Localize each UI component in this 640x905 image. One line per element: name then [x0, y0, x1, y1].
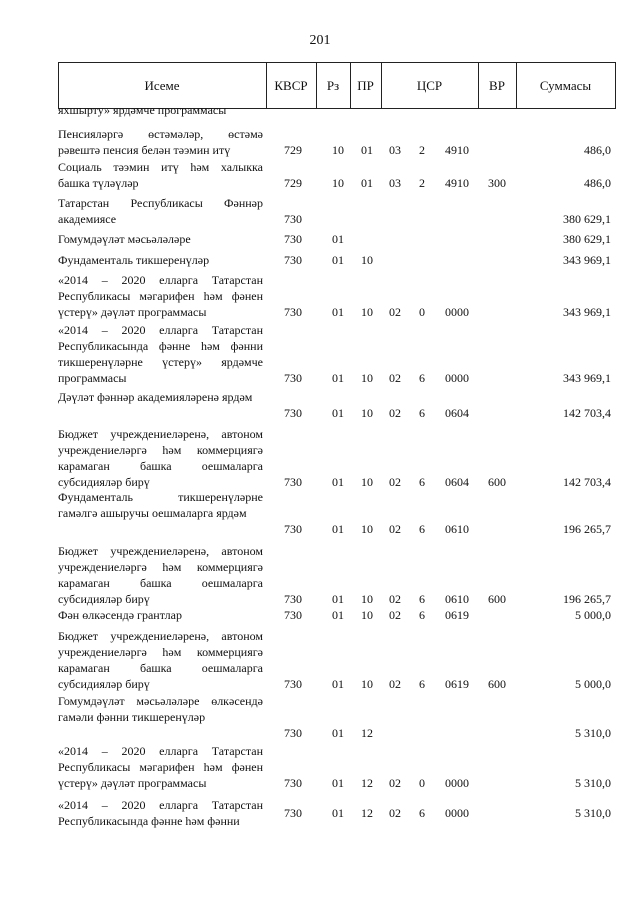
row-rz: 10 — [332, 176, 344, 190]
row-kvsr: 730 — [284, 406, 302, 420]
row-csr-code: 4910 — [445, 143, 469, 157]
row-vr: 300 — [488, 176, 506, 190]
row-csr-subprogram: 0 — [419, 776, 425, 790]
row-csr-subprogram: 6 — [419, 371, 425, 385]
row-name: Гомумдәүләт мәсьәләләре өлкәсендә гамәли фәнни тикшеренүләр — [58, 694, 263, 724]
row-name: Бюджет учреждениеләренә, автоном учреждениеләргә һәм коммерциягә карамаган башка оешмаларга субсидияләр бирү — [58, 629, 263, 691]
row-csr-program: 02 — [389, 677, 401, 691]
row-kvsr: 730 — [284, 475, 302, 489]
row-name: Татарстан Республикасы Фәннәр академиясе — [58, 196, 263, 226]
row-rz: 01 — [332, 776, 344, 790]
row-kvsr: 730 — [284, 371, 302, 385]
column-header-name: Исеме — [144, 78, 180, 93]
row-sum: 196 265,7 — [563, 522, 611, 536]
row-name: яхшырту» ярдәмче программасы — [58, 103, 227, 117]
row-sum: 343 969,1 — [563, 371, 611, 385]
row-csr-program: 02 — [389, 371, 401, 385]
row-name: «2014 – 2020 елларга Татарстан Республикасы мәгарифен һәм фәнен үстерү» дәүләт программасы — [58, 744, 263, 790]
row-vr: 600 — [488, 677, 506, 691]
row-rz: 01 — [332, 726, 344, 740]
column-header-vr: ВР — [489, 78, 505, 93]
row-name: Социаль тәэмин итү һәм халыкка башка түләүләр — [58, 160, 263, 190]
row-kvsr: 730 — [284, 253, 302, 267]
row-rz: 01 — [332, 806, 344, 820]
row-csr-code: 0610 — [445, 592, 469, 606]
row-csr-program: 02 — [389, 475, 401, 489]
row-rz: 01 — [332, 406, 344, 420]
row-csr-program: 03 — [389, 176, 401, 190]
row-csr-subprogram: 6 — [419, 475, 425, 489]
row-sum: 5 000,0 — [575, 677, 611, 691]
row-csr-code: 0619 — [445, 608, 469, 622]
row-csr-subprogram: 2 — [419, 143, 425, 157]
row-kvsr: 730 — [284, 776, 302, 790]
row-rz: 10 — [332, 143, 344, 157]
row-name: Фән өлкәсендә грантлар — [58, 608, 182, 622]
row-name: Бюджет учреждениеләренә, автоном учреждениеләргә һәм коммерциягә карамаган башка оешмаларга субсидияләр бирү — [58, 544, 263, 606]
column-header-csr: ЦСР — [416, 78, 443, 93]
row-csr-program: 02 — [389, 608, 401, 622]
row-kvsr: 730 — [284, 305, 302, 319]
row-vr: 600 — [488, 475, 506, 489]
page-number: 201 — [309, 33, 331, 48]
row-sum: 380 629,1 — [563, 212, 611, 226]
row-sum: 5 310,0 — [575, 806, 611, 820]
row-pr: 10 — [361, 253, 373, 267]
row-kvsr: 730 — [284, 726, 302, 740]
row-pr: 12 — [361, 806, 373, 820]
row-sum: 142 703,4 — [563, 475, 611, 489]
row-csr-program: 02 — [389, 305, 401, 319]
row-csr-subprogram: 6 — [419, 522, 425, 536]
row-rz: 01 — [332, 305, 344, 319]
row-pr: 10 — [361, 522, 373, 536]
row-kvsr: 730 — [284, 592, 302, 606]
row-name: «2014 – 2020 елларга Татарстан Республикасында фәнне һәм фәнни — [58, 798, 263, 828]
header-divider — [615, 63, 616, 108]
row-kvsr: 730 — [284, 522, 302, 536]
row-rz: 01 — [332, 522, 344, 536]
row-rz: 01 — [332, 592, 344, 606]
row-csr-code: 0610 — [445, 522, 469, 536]
row-name: «2014 – 2020 елларга Татарстан Республикасы мәгарифен һәм фәнен үстерү» дәүләт программасы — [58, 273, 263, 319]
row-pr: 01 — [361, 176, 373, 190]
row-kvsr: 730 — [284, 608, 302, 622]
row-sum: 380 629,1 — [563, 232, 611, 246]
row-rz: 01 — [332, 608, 344, 622]
row-csr-program: 02 — [389, 406, 401, 420]
row-kvsr: 729 — [284, 176, 302, 190]
row-pr: 01 — [361, 143, 373, 157]
row-pr: 12 — [361, 776, 373, 790]
column-header-sum: Суммасы — [539, 78, 592, 93]
row-csr-subprogram: 6 — [419, 406, 425, 420]
row-name: Пенсияләргә өстәмәләр, өстәмә рәвештә пенсия белән тәэмин итү — [58, 127, 263, 157]
row-csr-code: 0604 — [445, 406, 469, 420]
row-pr: 10 — [361, 677, 373, 691]
row-sum: 343 969,1 — [563, 305, 611, 319]
row-csr-code: 4910 — [445, 176, 469, 190]
row-pr: 10 — [361, 475, 373, 489]
row-rz: 01 — [332, 677, 344, 691]
row-csr-subprogram: 6 — [419, 608, 425, 622]
row-rz: 01 — [332, 253, 344, 267]
row-csr-program: 02 — [389, 776, 401, 790]
row-csr-program: 03 — [389, 143, 401, 157]
column-header-rz: Рз — [326, 78, 340, 93]
row-kvsr: 730 — [284, 212, 302, 226]
row-sum: 142 703,4 — [563, 406, 611, 420]
row-csr-code: 0000 — [445, 806, 469, 820]
row-csr-code: 0000 — [445, 776, 469, 790]
row-pr: 10 — [361, 305, 373, 319]
row-sum: 5 310,0 — [575, 776, 611, 790]
row-rz: 01 — [332, 371, 344, 385]
row-csr-code: 0604 — [445, 475, 469, 489]
row-name: Дәүләт фәннәр академияләренә ярдәм — [58, 390, 253, 404]
row-csr-subprogram: 2 — [419, 176, 425, 190]
row-csr-subprogram: 0 — [419, 305, 425, 319]
row-sum: 5 310,0 — [575, 726, 611, 740]
column-header-kvsr: КВСР — [274, 78, 308, 93]
row-sum: 5 000,0 — [575, 608, 611, 622]
row-csr-code: 0619 — [445, 677, 469, 691]
column-header-pr: ПР — [357, 78, 374, 93]
row-sum: 486,0 — [584, 176, 611, 190]
row-pr: 10 — [361, 592, 373, 606]
row-csr-program: 02 — [389, 522, 401, 536]
row-kvsr: 730 — [284, 677, 302, 691]
row-name: Бюджет учреждениеләренә, автоном учреждениеләргә һәм коммерциягә карамаган башка оешмаларга субсидияләр бирү — [58, 427, 263, 489]
row-csr-code: 0000 — [445, 305, 469, 319]
row-rz: 01 — [332, 232, 344, 246]
row-csr-program: 02 — [389, 806, 401, 820]
row-sum: 343 969,1 — [563, 253, 611, 267]
row-sum: 196 265,7 — [563, 592, 611, 606]
row-kvsr: 729 — [284, 143, 302, 157]
row-kvsr: 730 — [284, 806, 302, 820]
row-rz: 01 — [332, 475, 344, 489]
row-name: «2014 – 2020 елларга Татарстан Республикасында фәнне һәм фәнни тикшеренүләрне үстерү» ярдәмче программасы — [58, 323, 263, 385]
row-csr-subprogram: 6 — [419, 806, 425, 820]
row-csr-code: 0000 — [445, 371, 469, 385]
row-csr-subprogram: 6 — [419, 592, 425, 606]
row-pr: 12 — [361, 726, 373, 740]
row-sum: 486,0 — [584, 143, 611, 157]
row-pr: 10 — [361, 406, 373, 420]
row-pr: 10 — [361, 608, 373, 622]
row-pr: 10 — [361, 371, 373, 385]
row-name: Гомумдәүләт мәсьәләләре — [58, 232, 191, 246]
row-csr-subprogram: 6 — [419, 677, 425, 691]
row-kvsr: 730 — [284, 232, 302, 246]
row-name: Фундаменталь тикшеренүләр — [58, 253, 210, 267]
row-name: Фундаменталь тикшеренүләрне гамәлгә ашыручы оешмаларга ярдәм — [58, 490, 263, 520]
row-vr: 600 — [488, 592, 506, 606]
row-csr-program: 02 — [389, 592, 401, 606]
